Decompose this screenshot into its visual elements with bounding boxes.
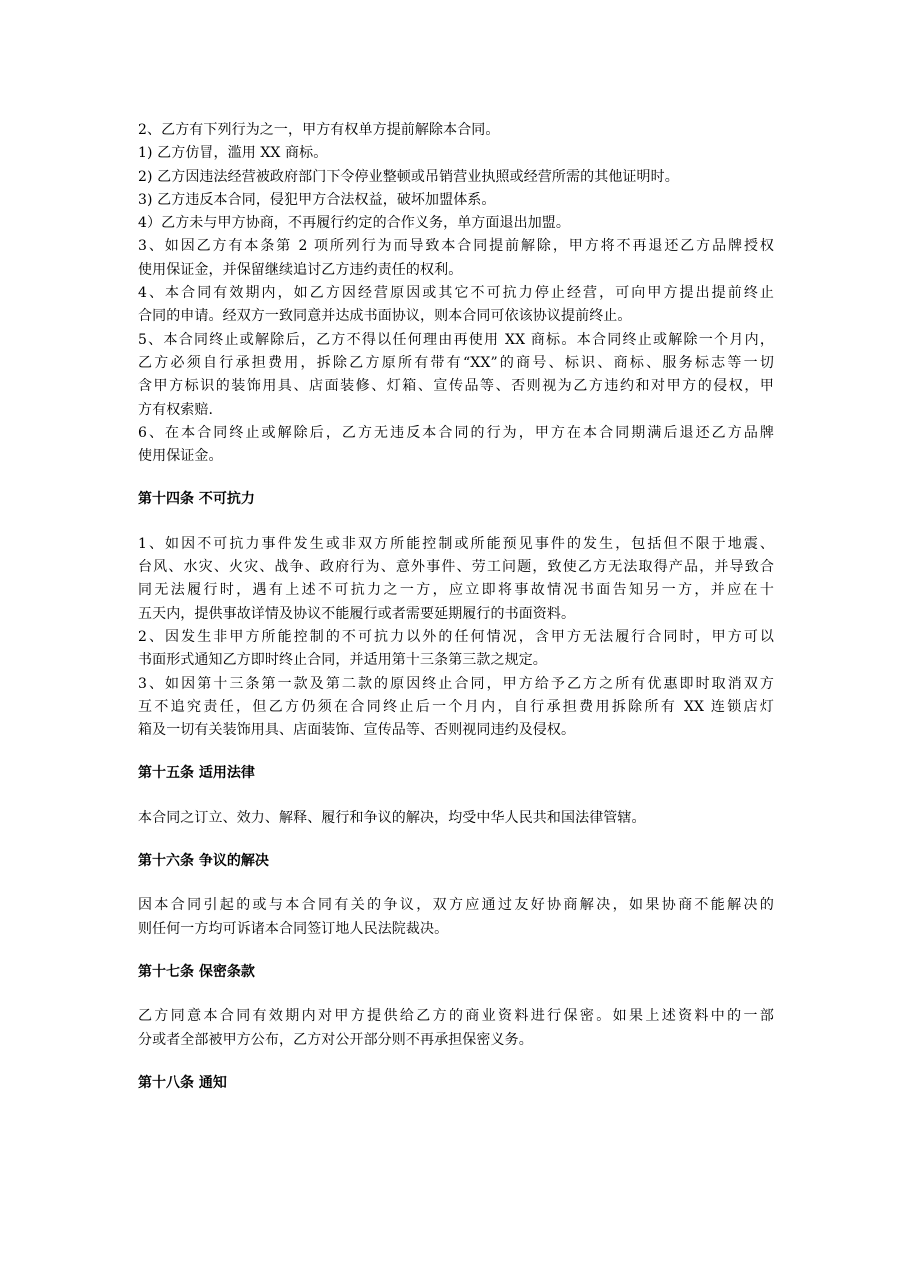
paragraph-line: 因本合同引起的或与本合同有关的争议，双方应通过友好协商解决，如果协商不能解决的 (138, 897, 774, 914)
paragraph-line: 箱及一切有关装饰用具、店面装饰、宣传品等、否则视同违约及侵权。 (138, 722, 576, 739)
paragraph-line: 5、本合同终止或解除后，乙方不得以任何理由再使用 XX 商标。本合同终止或解除一个月内， (138, 331, 774, 348)
section-17-body (138, 1005, 774, 1052)
paragraph-line: 4、本合同有效期内，如乙方因经营原因或其它不可抗力停止经营，可向甲方提出提前终止 (138, 285, 774, 302)
paragraph-line: 1、如因不可抗力事件发生或非双方所能控制或所能预见事件的发生，包括但不限于地震、 (138, 535, 774, 552)
section-16-heading: 第十六条 争议的解决 (138, 853, 269, 870)
paragraph-line: 台风、水灾、火灾、战争、政府行为、意外事件、劳工问题，致使乙方无法取得产品，并导致合 (138, 559, 774, 576)
paragraph-line: 3、如因乙方有本条第 2 项所列行为而导致本合同提前解除，甲方将不再退还乙方品牌授权 (138, 238, 774, 255)
paragraph-line: 2、因发生非甲方所能控制的不可抗力以外的任何情况，含甲方无法履行合同时，甲方可以 (138, 628, 774, 645)
paragraph-line: 2) 乙方因违法经营被政府部门下令停业整顿或吊销营业执照或经营所需的其他证明时。 (138, 168, 679, 185)
paragraph-line: 合同的申请。经双方一致同意并达成书面协议，则本合同可依该协议提前终止。 (138, 308, 632, 325)
section-15-heading: 第十五条 适用法律 (138, 765, 255, 782)
section-16-body (138, 894, 774, 941)
paragraph-line: 书面形式通知乙方即时终止合同，并适用第十三条第三款之规定。 (138, 652, 547, 669)
paragraph-line: 3) 乙方违反本合同，侵犯甲方合法权益，破坏加盟体系。 (138, 191, 496, 208)
paragraph-line: 方有权索赔. (138, 401, 214, 418)
paragraph-line: 3、如因第十三条第一款及第二款的原因终止合同，甲方给予乙方之所有优惠即时取消双方 (138, 675, 774, 692)
section-17-heading: 第十七条 保密条款 (138, 963, 255, 980)
section-18-heading: 第十八条 通知 (138, 1074, 227, 1091)
paragraph-line: 4）乙方未与甲方协商，不再履行约定的合作义务，单方面退出加盟。 (138, 215, 571, 232)
paragraph-line: 使用保证金。 (138, 448, 223, 465)
section-14-heading: 第十四条 不可抗力 (138, 491, 255, 508)
paragraph-line: 1) 乙方仿冒，滥用 XX 商标。 (138, 145, 328, 162)
paragraph-line: 乙方同意本合同有效期内对甲方提供给乙方的商业资料进行保密。如果上述资料中的一部 (138, 1008, 774, 1025)
paragraph-line: 含甲方标识的装饰用具、店面装修、灯箱、宣传品等、否则视为乙方违约和对甲方的侵权，甲 (138, 378, 774, 395)
paragraph-line: 使用保证金，并保留继续追讨乙方违约责任的权利。 (138, 261, 463, 278)
section-15-body (138, 807, 774, 830)
paragraph-line: 6、在本合同终止或解除后，乙方无违反本合同的行为，甲方在本合同期满后退还乙方品牌 (138, 424, 774, 441)
document-page (138, 119, 774, 1095)
paragraph-line: 同无法履行时，遇有上述不可抗力之一方，应立即将事故情况书面告知另一方，并应在十 (138, 582, 774, 599)
paragraph-line: 乙方必须自行承担费用，拆除乙方原所有带有“XX”的商号、标识、商标、服务标志等一切 (138, 354, 774, 371)
section-14-body (138, 533, 774, 743)
paragraph-line: 本合同之订立、效力、解释、履行和争议的解决，均受中华人民共和国法律管辖。 (138, 809, 646, 826)
section-13-body (138, 119, 774, 468)
paragraph-line: 2、乙方有下列行为之一，甲方有权单方提前解除本合同。 (138, 122, 500, 138)
paragraph-line: 则任何一方均可诉诸本合同签订地人民法院裁决。 (138, 920, 449, 937)
paragraph-line: 分或者全部被甲方公布，乙方对公开部分则不再承担保密义务。 (138, 1031, 533, 1048)
paragraph-line: 五天内，提供事故详情及协议不能履行或者需要延期履行的书面资料。 (138, 605, 576, 622)
paragraph-line: 互不追究责任，但乙方仍须在合同终止后一个月内，自行承担费用拆除所有 XX 连锁店灯 (138, 698, 774, 715)
